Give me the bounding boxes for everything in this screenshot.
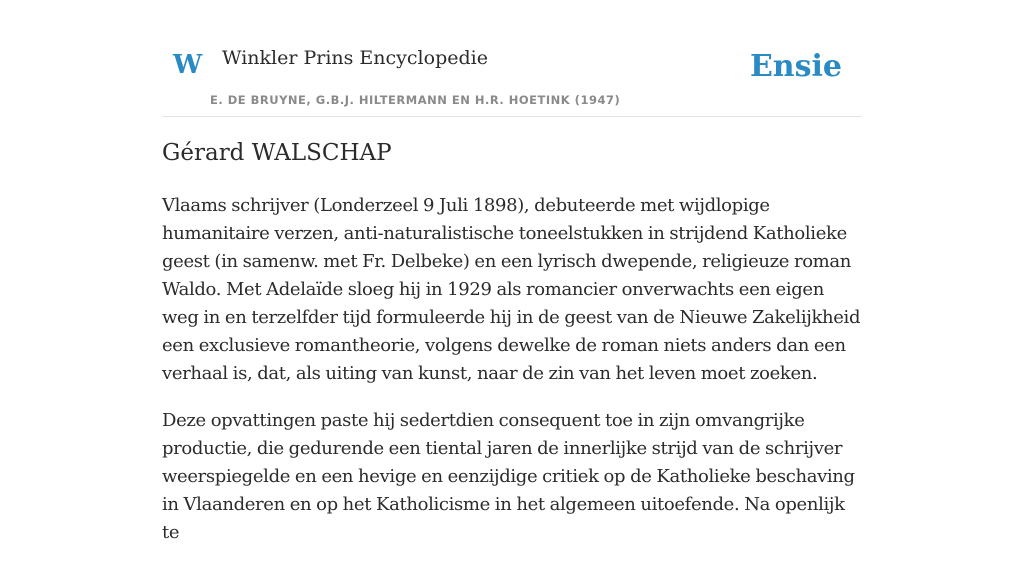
ensie-brand-link[interactable]: Ensie (749, 49, 842, 84)
book-title[interactable]: Winkler Prins Encyclopedie (222, 47, 488, 69)
header (162, 0, 862, 117)
article-title: Gérard WALSCHAP (162, 140, 392, 166)
article-paragraph: Deze opvattingen paste hij sedertdien consequent toe in zijn omvangrijke productie, die gedurende een tiental jaren de innerlijke strijd van de schrijver weerspiegelde en een hevige en eenzijdige critiek op de Katholieke beschaving in Vlaanderen en op het Katholicisme in het algemeen uitoefende. Na openlijk te (162, 410, 855, 543)
book-authors: E. DE BRUYNE, G.B.J. HILTERMANN EN H.R. HOETINK (1947) (210, 93, 621, 107)
encyclopedia-logo-icon[interactable]: W (173, 50, 203, 80)
page (162, 0, 862, 543)
article-paragraph: Vlaams schrijver (Londerzeel 9 Juli 1898), debuteerde met wijdlopige humanitaire verzen, anti-naturalistische toneelstukken in strijdend Katholieke geest (in samenw. met Fr. Delbeke) en een lyrisch dwepende, religieuze roman Waldo. Met Adelaïde sloeg hij in 1929 als romancier onverwachts een eigen weg in en terzelfder tijd formuleerde hij in de geest van de Nieuwe Zakelijkheid een exclusieve romantheorie, volgens dewelke de roman niets anders dan een verhaal is, dat, als uiting van kunst, naar de zin van het leven moet zoeken. (162, 195, 861, 384)
article-body (162, 192, 862, 566)
